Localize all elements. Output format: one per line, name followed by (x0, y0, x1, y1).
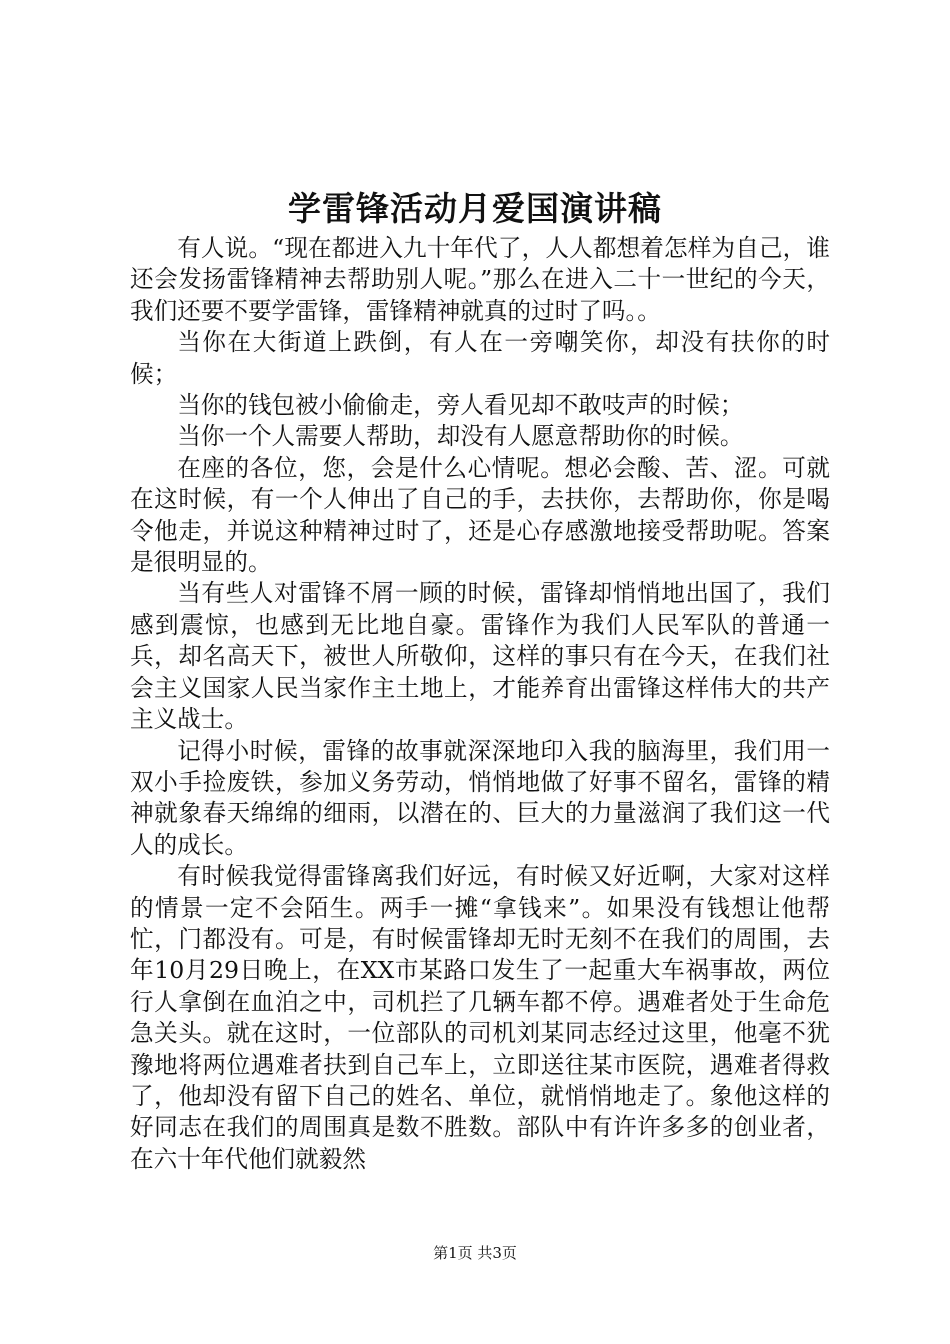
document-title: 学雷锋活动月爱国演讲稿 (288, 189, 662, 228)
paragraph-4: 当你一个人需要人帮助，却没有人愿意帮助你的时候。 (177, 422, 744, 451)
paragraph-2: 当你在大街道上跌倒，有人在一旁嘲笑你，却没有扶你的时候； (130, 328, 830, 388)
paragraph-6: 当有些人对雷锋不屑一顾的时候，雷锋却悄悄地出国了，我们感到震惊，也感到无比地自豪。雷锋作为我们人民军队的普通一兵，却名高天下，被世人所敬仰，这样的事只有在今天，在我们社会主义国家人民当家作主土地上，才能养育出雷锋这样伟大的共产主义战士。 (130, 579, 830, 734)
paragraph-5: 在座的各位，您，会是什么心情呢。想必会酸、苦、涩。可就在这时候，有一个人伸出了自己的手，去扶你，去帮助你，你是喝令他走，并说这种精神过时了，还是心存感激地接受帮助呢。答案是很明显的。 (130, 453, 830, 577)
page-number-footer: 第1页 共3页 (433, 1244, 517, 1262)
paragraph-7: 记得小时候，雷锋的故事就深深地印入我的脑海里，我们用一双小手捡废铁，参加义务劳动，悄悄地做了好事不留名，雷锋的精神就象春天绵绵的细雨，以潜在的、巨大的力量滋润了我们这一代人的成长。 (130, 736, 830, 859)
paragraph-1: 有人说。“现在都进入九十年代了，人人都想着怎样为自己，谁还会发扬雷锋精神去帮助别人呢。”那么在进入二十一世纪的今天，我们还要不要学雷锋，雷锋精神就真的过时了吗。。 (130, 234, 830, 325)
paragraph-3: 当你的钱包被小偷偷走，旁人看见却不敢吱声的时候； (177, 391, 744, 420)
paragraph-8: 有时候我觉得雷锋离我们好远，有时候又好近啊，大家对这样的情景一定不会陌生。两手一摊“拿钱来”。如果没有钱想让他帮忙，门都没有。可是，有时候雷锋却无时无刻不在我们的周围，去年10月29日晚上，在XX市某路口发生了一起重大车祸事故，两位行人拿倒在血泊之中，司机拦了几辆车都不停。遇难者处于生命危急关头。就在这时，一位部队的司机刘某同志经过这里，他毫不犹豫地将两位遇难者扶到自己车上，立即送往某市医院，遇难者得救了，他却没有留下自己的姓名、单位，就悄悄地走了。象他这样的好同志在我们的周围真是数不胜数。部队中有许许多多的创业者，在六十年代他们就毅然 (130, 862, 830, 1173)
document-body (130, 233, 830, 1175)
